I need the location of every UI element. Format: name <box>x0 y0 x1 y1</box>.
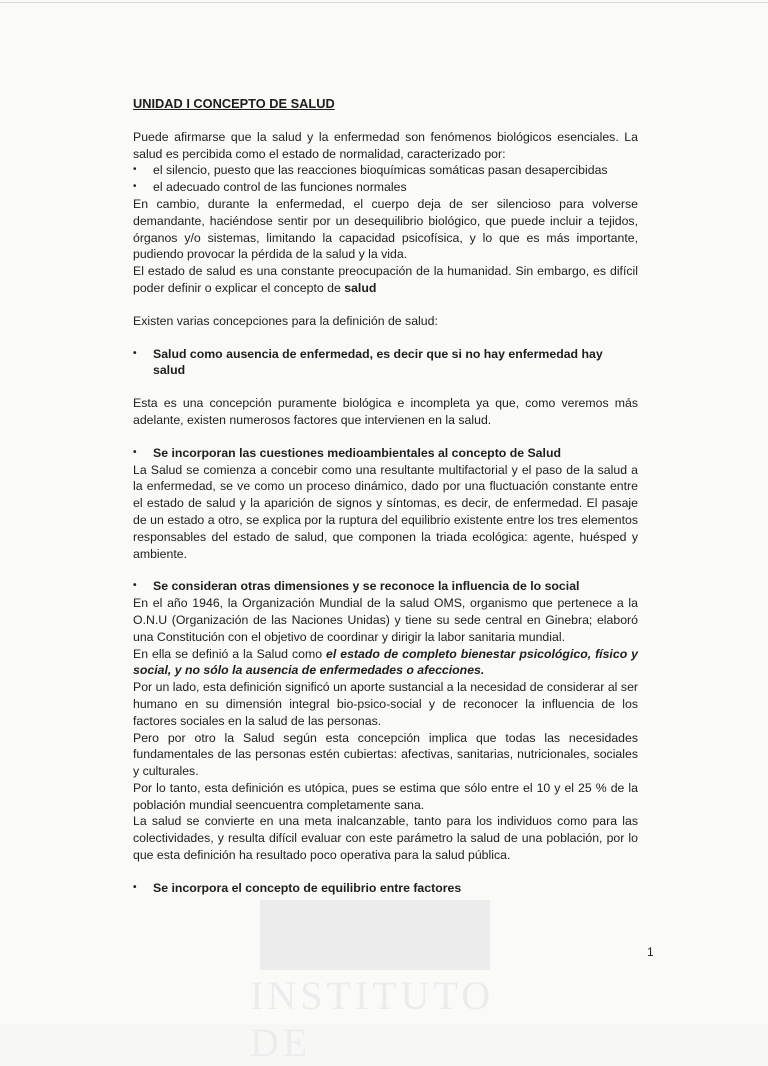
watermark-logo <box>230 900 530 1065</box>
page-title: UNIDAD I CONCEPTO DE SALUD <box>133 96 335 111</box>
paragraph-text: En ella se definió a la Salud como <box>133 646 327 661</box>
watermark-text: INSTITUTO DE <box>250 973 495 1065</box>
section-paragraph: Por un lado, esta definición significó un aporte sustancial a la necesidad de considerar al ser humano en su dimensión integral bio-psico-social y de reconocer la influencia de los factores sociales en la salud de las personas. <box>133 680 638 728</box>
section-heading <box>133 346 638 380</box>
section-heading <box>133 445 638 462</box>
section-paragraph: La Salud se comienza a concebir como una resultante multifactorial y el paso de la salud a la enfermedad, se ve como un proceso dinámico, dado por una fluctuación constante entre el estado de salud y la aparición de signos y síntomas, es decir, de enfermedad. El pasaje de un estado a otro, se explica por la ruptura del equilibrio existente entre los tres elementos responsables del estado de salud, que componen la triada ecológica: agente, huésped y ambiente. <box>133 462 638 561</box>
section-heading-text: Salud como ausencia de enfermedad, es decir que si no hay enfermedad hay salud <box>153 346 603 378</box>
oms-definition-paragraph <box>133 646 638 680</box>
bullet-icon: • <box>133 181 137 193</box>
section-paragraph: Pero por otro la Salud según esta concepción implica que todas las necesidades fundamentales de las personas estén cubiertas: afectivas, sanitarias, nutricionales, sociales y culturales. <box>133 730 638 779</box>
document-body <box>133 96 638 897</box>
list-item <box>133 162 638 179</box>
section-heading-text: Se incorporan las cuestiones medioambientales al concepto de Salud <box>153 445 561 460</box>
bullet-icon: • <box>133 347 137 359</box>
bullet-icon: • <box>133 881 137 893</box>
disease-paragraph: En cambio, durante la enfermedad, el cuerpo deja de ser silencioso para volverse demandante, haciéndose sentir por un desequilibrio biológico, que puede incluir a tejidos, órganos y/o sistemas, limitando la capacidad psicofísica, y lo que es más importante, pudiendo provocar la pérdida de la salud y la vida. <box>133 196 638 262</box>
bold-term: salud <box>344 280 377 295</box>
bullet-icon: • <box>133 446 137 458</box>
scan-edge-line <box>0 2 768 3</box>
conceptions-intro: Existen varias concepciones para la definición de salud: <box>133 313 438 328</box>
page-number: 1 <box>647 945 654 959</box>
oms-definition-quote: el estado de completo bienestar psicológico, físico y social, y no sólo la ausencia de enfermedades o afecciones. <box>133 646 638 678</box>
paragraph-text: El estado de salud es una constante preocupación de la humanidad. Sin embargo, es difícil poder definir o explicar el concepto de <box>133 264 638 295</box>
section-heading-text: Se incorpora el concepto de equilibrio entre factores <box>153 880 462 895</box>
section-heading <box>133 578 638 595</box>
intro-paragraph: Puede afirmarse que la salud y la enfermedad son fenómenos biológicos esenciales. La salud es percibida como el estado de normalidad, caracterizado por: <box>133 129 638 161</box>
section-paragraph: La salud se convierte en una meta inalcanzable, tanto para los individuos como para las colectividades, y resulta difícil evaluar con este parámetro la salud de una población, por lo que esta definición ha resultado poco operativa para la salud pública. <box>133 814 638 863</box>
bullet-icon: • <box>133 580 137 592</box>
list-item-text: el adecuado control de las funciones normales <box>153 180 407 195</box>
section-paragraph: Esta es una concepción puramente biológica e incompleta ya que, como veremos más adelante, existen numerosos factores que intervienen en la salud. <box>133 396 638 427</box>
section-heading-text: Se consideran otras dimensiones y se reconoce la influencia de lo social <box>153 579 580 594</box>
section-paragraph: En el año 1946, la Organización Mundial de la salud OMS, organismo que pertenece a la O.N.U (Organización de las Naciones Unidas) y tiene su sede central en Ginebra; elaboró una Constitución con el objetivo de coordinar y dirigir la labor sanitaria mundial. <box>133 596 638 644</box>
list-item <box>133 179 638 196</box>
list-item-text: el silencio, puesto que las reacciones bioquímicas somáticas pasan desapercibidas <box>153 163 608 178</box>
watermark-emblem <box>260 900 490 970</box>
bullet-icon: • <box>133 164 137 176</box>
section-heading <box>133 880 638 897</box>
health-definition-paragraph <box>133 263 638 297</box>
section-paragraph: Por lo tanto, esta definición es utópica, pues se estima que sólo entre el 10 y el 25 % de la población mundial seencuentra completamente sana. <box>133 780 638 812</box>
